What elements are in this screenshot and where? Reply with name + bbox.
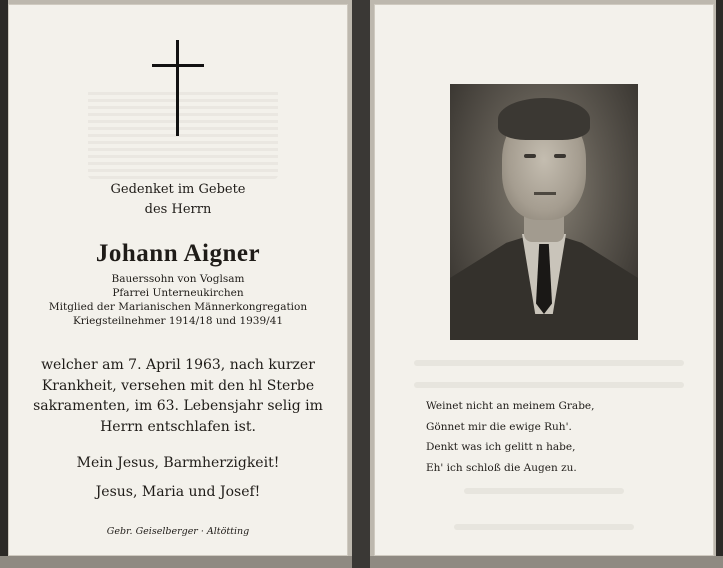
detail-line: Pfarrei Unterneukirchen — [112, 287, 244, 299]
poem-line: Gönnet mir die ewige Ruh'. — [426, 420, 572, 433]
bleed-through-line — [454, 524, 634, 530]
cross-icon — [152, 40, 204, 136]
death-notice-text — [8, 355, 348, 437]
bleed-through-line — [414, 382, 684, 388]
prayer-line-1: Mein Jesus, Barmherzigkeit! — [76, 455, 280, 471]
gedenket-line-1: Gedenket im Gebete — [110, 182, 246, 197]
bleed-through-line — [414, 360, 684, 366]
body-line: sakramenten, im 63. Lebensjahr selig im — [33, 398, 323, 414]
portrait-photo — [450, 84, 638, 340]
detail-line: Kriegsteilnehmer 1914/18 und 1939/41 — [72, 315, 284, 327]
body-line: welcher am 7. April 1963, nach kurzer — [41, 357, 315, 373]
prayer-line-2: Jesus, Maria und Josef! — [95, 484, 261, 500]
deceased-details — [8, 272, 348, 328]
printer-imprint: Gebr. Geiselberger · Altötting — [106, 526, 250, 537]
detail-line: Bauerssohn von Voglsam — [111, 273, 245, 285]
poem-line: Denkt was ich gelitt n habe, — [426, 441, 576, 453]
body-line: Herrn entschlafen ist. — [100, 418, 256, 435]
bleed-through-line — [464, 488, 624, 494]
left-edge — [0, 0, 8, 568]
gedenket-line-2: des Herrn — [144, 202, 212, 217]
poem-line: Eh' ich schloß die Augen zu. — [426, 461, 577, 474]
detail-line: Mitglied der Marianischen Männerkongregation — [48, 301, 308, 313]
card-fold-gutter — [352, 0, 370, 568]
right-edge — [716, 0, 723, 568]
remembrance-heading — [8, 180, 348, 220]
body-line: Krankheit, versehen mit den hl Sterbe — [41, 377, 315, 394]
deceased-name: Johann Aigner — [95, 240, 261, 267]
left-card-page — [8, 4, 348, 556]
memorial-poem — [426, 396, 594, 478]
poem-line: Weinet nicht an meinem Grabe, — [426, 400, 595, 412]
right-card-page — [374, 4, 714, 556]
